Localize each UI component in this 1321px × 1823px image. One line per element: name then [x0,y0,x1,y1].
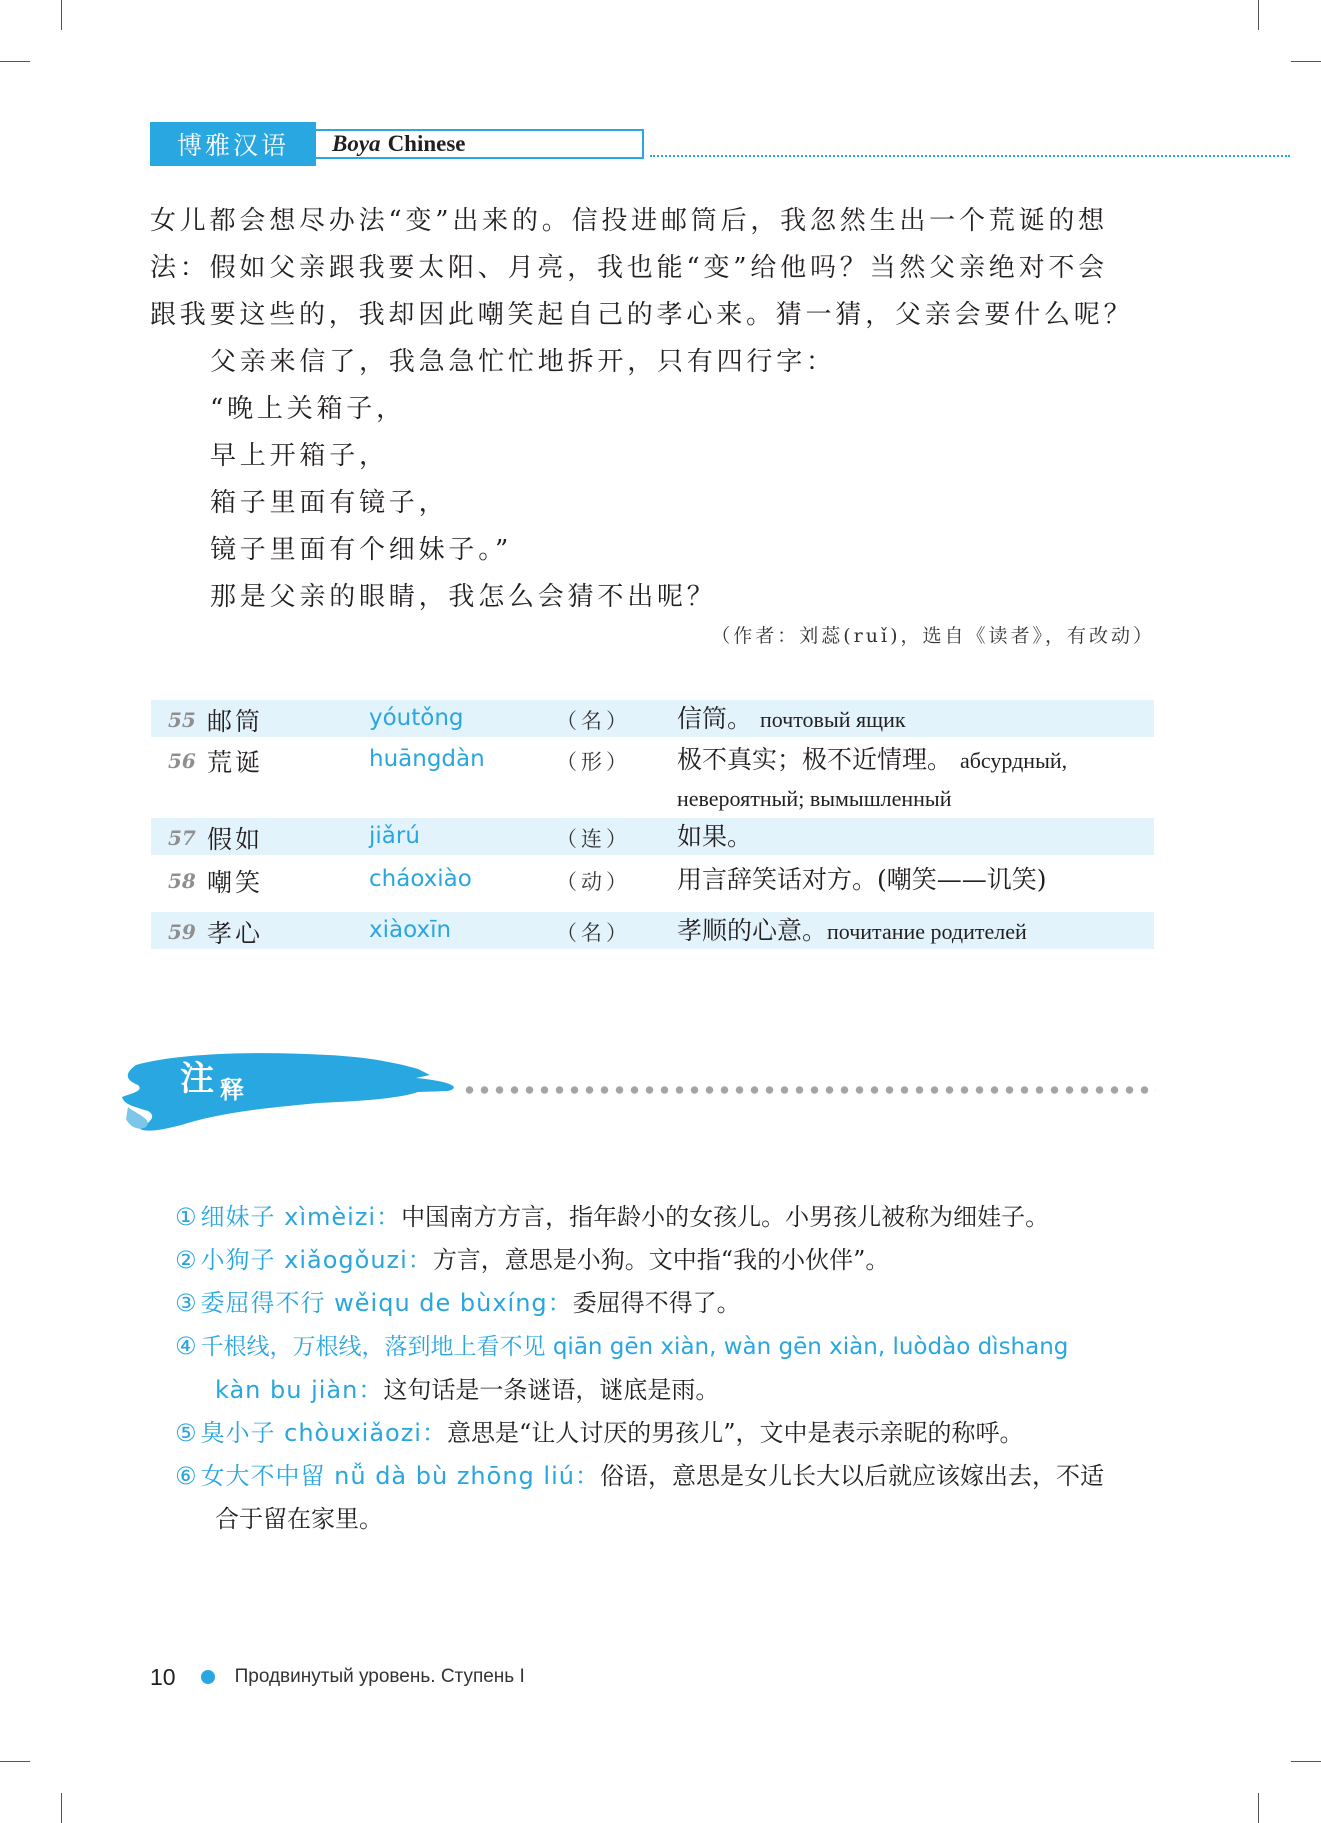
vocab-part-of-speech: （动） [556,870,631,894]
notes-dotted-rule [462,1085,1156,1095]
vocab-pinyin: huāngdàn [369,746,485,772]
vocab-number: 58 [168,869,196,893]
brush-stroke-shape [122,1053,454,1130]
note-term: 臭小子 chòuxiǎozi： [200,1419,447,1447]
vocab-definition [677,700,1137,738]
note-item [175,1239,1160,1282]
vocab-row [151,818,1154,855]
header-dotted-rule [650,155,1290,157]
passage-line: 女儿都会想尽办法“变”出来的。信投进邮筒后，我忽然生出一个荒诞的想 [150,206,1108,236]
note-term: 细妹子 xìmèizi： [200,1203,402,1231]
note-term: 小狗子 xiǎogǒuzi： [200,1246,433,1274]
crop-mark [1258,1793,1259,1823]
vocab-number: 59 [168,920,196,944]
vocab-definition [677,818,1137,855]
passage [150,198,1160,621]
vocab-definition-cn: 孝顺的心意。 [677,916,828,945]
vocab-part-of-speech: （形） [556,750,631,774]
running-header [150,122,1290,166]
crop-mark [61,0,62,30]
note-text: 中国南方方言，指年龄小的女孩儿。小男孩儿被称为细娃子。 [401,1203,1050,1231]
vocab-pinyin: xiàoxīn [369,917,452,943]
note-item [175,1455,1160,1541]
note-item [175,1412,1160,1455]
vocab-definition [677,861,1137,898]
vocab-row [151,700,1154,737]
note-item [175,1282,1160,1325]
note-term: 女大不中留 nǚ dà bù zhōng liú： [200,1462,600,1490]
notes-banner [118,1045,458,1135]
vocabulary-table [151,700,1154,949]
brand-english-rest: Chinese [387,131,466,156]
note-number: ④ [175,1332,197,1360]
vocab-definition-cn: 用言辞笑话对方。(嘲笑——讥笑) [677,865,1047,894]
vocab-number: 57 [168,826,196,850]
poem-line: “晚上关箱子， [210,394,406,424]
vocab-part-of-speech: （名） [556,921,631,945]
vocab-row [151,912,1154,949]
note-item [175,1325,1160,1412]
passage-paragraph: 父亲来信了，我急急忙忙地拆开，只有四行字： [210,347,836,377]
vocab-row [151,855,1154,912]
vocab-definition-ru: почтовый ящик [759,707,906,732]
footer-bullet-icon [201,1670,215,1684]
note-text: 俗语，意思是女儿长大以后就应该嫁出去，不适 [599,1462,1104,1490]
brand-english-italic: Boya [332,131,381,156]
passage-line: 法：假如父亲跟我要太阳、月亮，我也能“变”给他吗？当然父亲绝对不会 [150,253,1108,283]
brush-stroke-tail [126,1107,148,1129]
page-footer [150,1662,525,1692]
notes-title-char-2: 释 [220,1076,244,1104]
attribution: （作者：刘蕊(ruǐ)，选自《读者》，有改动） [711,625,1155,647]
footer-title: Продвинутый уровень. Ступень I [234,1666,525,1687]
poem-line: 箱子里面有镜子， [210,488,449,518]
note-item [175,1196,1160,1239]
vocab-definition-cn: 极不真实；极不近情理。 [677,745,953,774]
vocab-number: 55 [168,708,196,732]
vocab-part-of-speech: （连） [556,827,631,851]
note-continuation [175,1498,1160,1541]
vocab-definition-cn: 如果。 [677,822,753,851]
note-number: ② [175,1246,197,1274]
vocab-word: 荒诞 [207,748,264,777]
vocab-word: 邮筒 [207,707,264,736]
vocab-word: 假如 [207,825,264,854]
vocab-definition [677,912,1137,950]
note-term: kàn bu jiàn： [215,1376,384,1404]
note-text: 这句话是一条谜语，谜底是雨。 [383,1376,720,1404]
note-number: ① [175,1203,197,1231]
crop-mark [1258,0,1259,30]
vocab-word: 嘲笑 [207,868,264,897]
crop-mark [0,61,30,62]
vocab-definition [677,741,1137,817]
crop-mark [61,1793,62,1823]
poem-line: 早上开箱子， [210,441,389,471]
crop-mark [0,1761,30,1762]
brand-chinese: 博雅汉语 [150,122,316,166]
vocab-pinyin: cháoxiào [369,866,472,892]
vocab-row [151,737,1154,818]
note-number: ⑤ [175,1419,197,1447]
note-number: ③ [175,1289,197,1317]
vocab-definition-cn: 信筒。 [677,704,753,733]
note-text: 合于留在家里。 [215,1505,383,1533]
note-text: 意思是“让人讨厌的男孩儿”，文中是表示亲昵的称呼。 [446,1419,1024,1447]
passage-paragraph: 那是父亲的眼睛，我怎么会猜不出呢？ [210,582,717,612]
poem-line: 镜子里面有个细妹子。” [210,535,513,565]
vocab-pinyin: yóutǒng [369,705,464,731]
note-term: 委屈得不行 wěiqu de bùxíng： [200,1289,573,1317]
note-text: 委屈得不得了。 [572,1289,741,1317]
vocab-definition-ru: почитание родителей [827,919,1027,944]
note-term: 千根线，万根线，落到地上看不见 qiān gēn xiàn, wàn gēn xiàn, luòdào dìshang [200,1334,1069,1360]
passage-line: 跟我要这些的，我却因此嘲笑起自己的孝心来。猜一猜，父亲会要什么呢？ [150,300,1134,330]
page-number: 10 [150,1663,176,1690]
vocab-definition-ru: невероятный; вымышленный [677,786,952,811]
notes-title-char-1: 注 [180,1059,214,1099]
note-text: 方言，意思是小狗。文中指“我的小伙伴”。 [432,1246,890,1274]
crop-mark [1291,1761,1321,1762]
note-continuation [175,1369,1160,1412]
note-number: ⑥ [175,1462,197,1490]
crop-mark [1291,61,1321,62]
vocab-pinyin: jiǎrú [369,823,420,849]
vocab-part-of-speech: （名） [556,709,631,733]
vocab-number: 56 [168,749,196,773]
notes-list [175,1196,1160,1541]
vocab-word: 孝心 [207,919,264,948]
brand-english [316,129,644,159]
vocab-definition-ru: абсурдный, [959,748,1068,773]
